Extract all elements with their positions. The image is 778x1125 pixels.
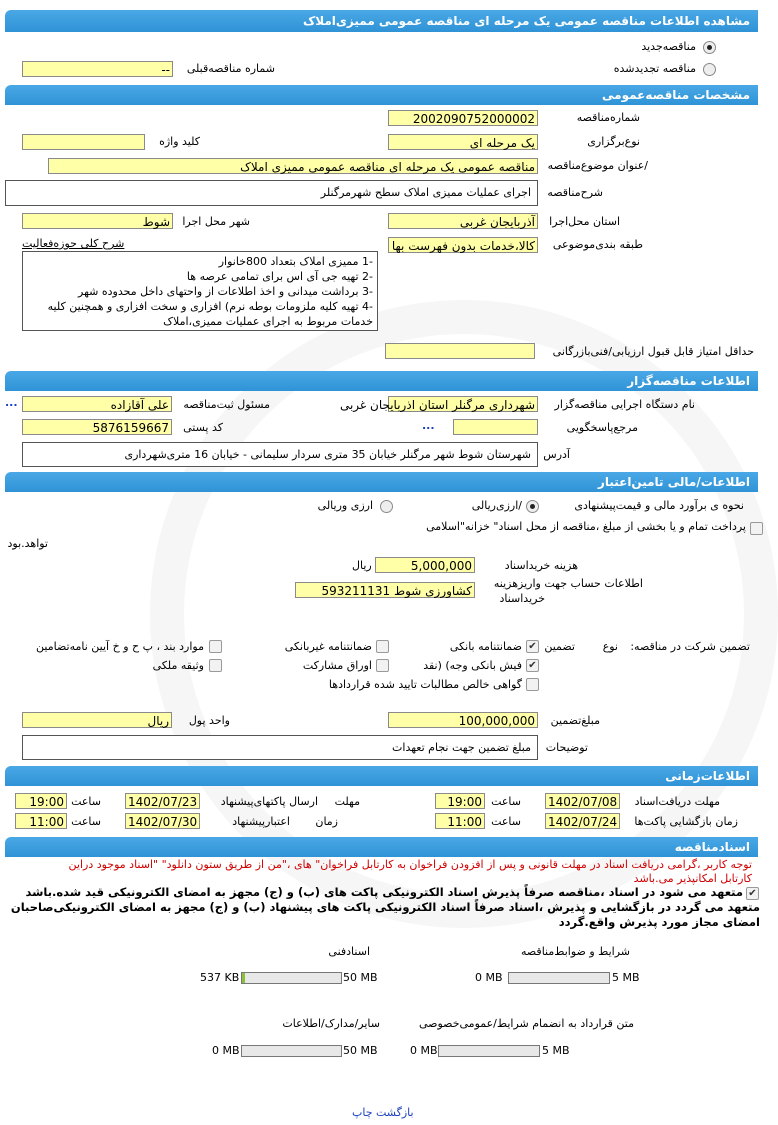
file-progress-fill [242,973,245,983]
valid-date-field[interactable]: 1402/07/30 [125,813,200,829]
registrar-field[interactable]: علی آقازاده [22,396,172,412]
min-score-label: حداقل امتیاز قابل قبول ارزیابی/فنی‌بازرگانی [552,345,754,358]
guarantee-option-label: ضمانتنامه بانکی [449,640,522,653]
activity-line: -3 برداشت میدانی و اخذ اطلاعات از واحتهای داخل محدوده شهر [78,285,373,298]
guarantee-option-label: وثیقه ملکی [152,659,204,672]
activity-line: خدمات مربوط به اجرای عملیات ممیزی،املاک [163,315,373,328]
guarantee-checkbox[interactable] [526,678,539,691]
registrar-more-button[interactable]: ... [5,396,18,409]
file-max: 50 MB [343,971,378,984]
province-label: استان محل‌اجرا [549,215,620,228]
send-date-field[interactable]: 1402/07/23 [125,793,200,809]
section-organizer: اطلاعات مناقصه‌گزار [5,371,758,391]
file-max: 5 MB [542,1044,570,1057]
guarantee-type-label-2: تضمین [544,640,575,653]
activity-line: -2 تهیه جی آی اس برای تمامی عرصه ها [186,270,373,283]
registrar-label: مسئول ثبت‌مناقصه [183,398,270,411]
keyword-field[interactable] [22,134,145,150]
guarantee-amount-field[interactable]: 100,000,000 [388,712,538,728]
watermark-logo [150,300,778,928]
number-field[interactable]: 2002090752000002 [388,110,538,126]
valid-label-2: اعتبارپیشنهاد [232,815,290,828]
hour-label: ساعت [491,795,521,808]
notice-text: توجه کاربر ،گرامی دریافت اسناد در مهلت قانونی و پس از افزودن فراخوان به کارتابل فراخوان" های ،"من از طریق ستون دانلود" "اسناد موجود دراین [68,858,752,871]
radio-new-tender[interactable] [703,41,716,54]
guarantee-option-label: موارد بند ، پ ح و خ آیین نامه‌تضامین [36,640,204,653]
pledge-text-3: امضای مجاز مورد پذیرش واقع.گردد [558,915,760,929]
account-label: اطلاعات حساب جهت واریزهزینه [493,577,643,590]
currency-label: واحد پول [188,714,230,727]
file-label: سایر/مدارک/اطلاعات [282,1017,380,1030]
activity-label: شرح کلی حوزه‌فعالیت [22,237,125,250]
section-documents: اسنادمناقصه [5,837,758,857]
treasury-text-2: تواهد.بود [7,537,48,550]
postal-label: کد پستی [183,421,223,434]
file-progress-bar [438,1045,540,1057]
activity-line: -4 تهیه کلیه ملزومات بوطه نرم) افزاری و سخت افزاری و همچنین کلیه [47,300,373,313]
send-time-field[interactable]: 19:00 [15,793,67,809]
guarantee-checkbox[interactable] [209,640,222,653]
province-field[interactable]: آذربایجان غربی [388,213,538,229]
page-title: مشاهده اطلاعات مناقصه عمومی یک مرحله ای مناقصه عمومی ممیزی‌املاک [5,10,758,32]
account-field[interactable]: کشاورزی شوط 593211131 [295,582,475,598]
back-link[interactable]: بازگشت [376,1106,414,1119]
file-progress-bar [241,972,342,984]
prev-number-label: شماره مناقصه‌قبلی [186,62,275,75]
currency-field[interactable]: ریال [22,712,172,728]
guarantee-option-label: اوراق مشارکت [302,659,372,672]
valid-time-field[interactable]: 11:00 [15,813,67,829]
file-progress-bar [241,1045,342,1057]
postal-field[interactable]: 5876159667 [22,419,172,435]
holding-label: نوع‌برگزاری [587,135,640,148]
notes-box: مبلغ تضمین جهت نجام تعهدات [22,735,538,760]
receive-time-field[interactable]: 19:00 [435,793,485,809]
pledge-checkbox[interactable]: ✔ [746,887,759,900]
notice-text-2: کارتابل امکانپذیر می.باشد [633,872,752,885]
radio-rial[interactable] [526,500,539,513]
guarantee-option-label: فیش بانکی وجه) (نقد [423,659,522,672]
keyword-label: کلید واژه [159,135,200,148]
activity-box [22,251,378,331]
guarantee-checkbox[interactable] [376,659,389,672]
guarantee-label: تضمین شرکت در مناقصه: [630,640,750,653]
print-link[interactable]: چاپ [352,1106,373,1119]
account-label-2: خریداسناد [499,592,545,605]
ref-more-button[interactable]: ... [422,419,435,432]
receive-date-field[interactable]: 1402/07/08 [545,793,620,809]
new-tender-label: مناقصه‌جدید [641,40,696,53]
radio-renewed-tender[interactable] [703,63,716,76]
file-max: 5 MB [612,971,640,984]
send-label-2: ارسال پاکتهای‌پیشنهاد [220,795,318,808]
file-used: 537 KB [200,971,240,984]
foreign-rial-label: ارزی وریالی [317,499,373,512]
subject-field[interactable]: مناقصه عمومی یک مرحله ای مناقصه عمومی ممیزی املاک [48,158,538,174]
treasury-checkbox[interactable] [750,522,763,535]
open-time-field[interactable]: 11:00 [435,813,485,829]
receive-label: مهلت دریافت‌اسناد [634,795,720,808]
guarantee-option-label: گواهی خالص مطالبات تایید شده قراردادها [328,678,522,691]
org-label: نام دستگاه اجرایی مناقصه‌گزار [554,398,695,411]
guarantee-type-label: نوع [602,640,618,653]
holding-field[interactable]: یک مرحله ای [388,134,538,150]
rial-label: /ارزی‌ریالی [471,499,522,512]
doc-fee-label: هزینه خریداسناد [504,559,578,572]
hour-label: ساعت [71,795,101,808]
activity-line: -1 ممیزی املاک بتعداد 800خانوار [218,255,373,268]
open-date-field[interactable]: 1402/07/24 [545,813,620,829]
file-used: 0 MB [410,1044,438,1057]
ref-label: مرجع‌پاسخگویی [566,421,638,434]
guarantee-checkbox[interactable] [209,659,222,672]
number-label: شماره‌مناقصه [576,111,640,124]
guarantee-checkbox[interactable]: ✔ [526,659,539,672]
file-used: 0 MB [212,1044,240,1057]
org-field[interactable]: شهرداری مرگنلر استان اذربایجان غربی [388,396,538,412]
subject-label: /عنوان موضوع‌مناقصه [547,159,648,172]
file-max: 50 MB [343,1044,378,1057]
file-label: شرایط و ضوابط‌مناقصه [521,945,630,958]
category-label: طبقه بندی‌موضوعی [552,238,643,251]
send-label: مهلت [334,795,360,808]
min-score-field[interactable] [385,343,535,359]
doc-fee-field[interactable]: 5,000,000 [375,557,475,573]
guarantee-option-label: ضمانتنامه غیربانکی [284,640,372,653]
guarantee-checkbox[interactable] [376,640,389,653]
ref-field[interactable] [453,419,538,435]
prev-number-field[interactable]: -- [22,61,173,77]
hour-label: ساعت [71,815,101,828]
treasury-text: پرداخت تمام و یا بخشی از مبلغ ،مناقصه از محل اسناد" خزانه"اسلامی [426,520,746,533]
estimate-label: نحوه ی برآورد مالی و قیمت‌پیشنهادی [574,499,744,512]
valid-label: زمان [315,815,338,828]
city-label: شهر محل اجرا [182,215,250,228]
section-general: مشخصات مناقصه‌عمومی [5,85,758,105]
category-field[interactable]: کالا،خدمات بدون فهرست بها [388,237,538,253]
file-progress-bar [508,972,610,984]
guarantee-checkbox[interactable]: ✔ [526,640,539,653]
pledge-text: متعهد می شود در اسناد ،مناقصه صرفاً پذیرش اسناد الکترونیکی پاکت های (ب) و (ج) مجهز به امضای الکترونیکی قید شده.باشد [25,885,743,899]
file-label: متن قرارداد به انضمام شرایط/عمومی‌خصوصی [418,1017,634,1030]
notes-label: توضیحات [545,741,588,754]
desc-box: اجرای عملیات ممیزی املاک سطح شهرمرگنلر [5,180,538,206]
pledge-text-2: متعهد می گردد در بازگشایی و پذیرش ،اسناد صرفاً اسناد الکترونیکی پاکت های پیشنهاد (ب) و (ج) مجهز به امضای الکترونیکی‌صاحبان [10,900,760,914]
address-label: آدرس [543,448,570,461]
city-field[interactable]: شوط [22,213,173,229]
radio-foreign-rial[interactable] [380,500,393,513]
section-timing: اطلاعات‌زمانی [5,766,758,786]
file-label: اسنادفنی [328,945,370,958]
section-finance: اطلاعات/مالی تامین‌اعتبار [5,472,758,492]
file-used: 0 MB [475,971,503,984]
renewed-tender-label: مناقصه تجدیدشده [613,62,696,75]
doc-fee-unit: ریال [352,559,372,572]
hour-label: ساعت [491,815,521,828]
open-label: زمان بازگشایی پاکت‌ها [634,815,738,828]
desc-label: شرح‌مناقصه [547,186,603,199]
guarantee-amount-label: مبلغ‌تضمین [550,714,600,727]
address-box: شهرستان شوط شهر مرگنلر خیابان 35 متری سردار سلیمانی - خیابان 16 متری‌شهرداری [22,442,538,467]
